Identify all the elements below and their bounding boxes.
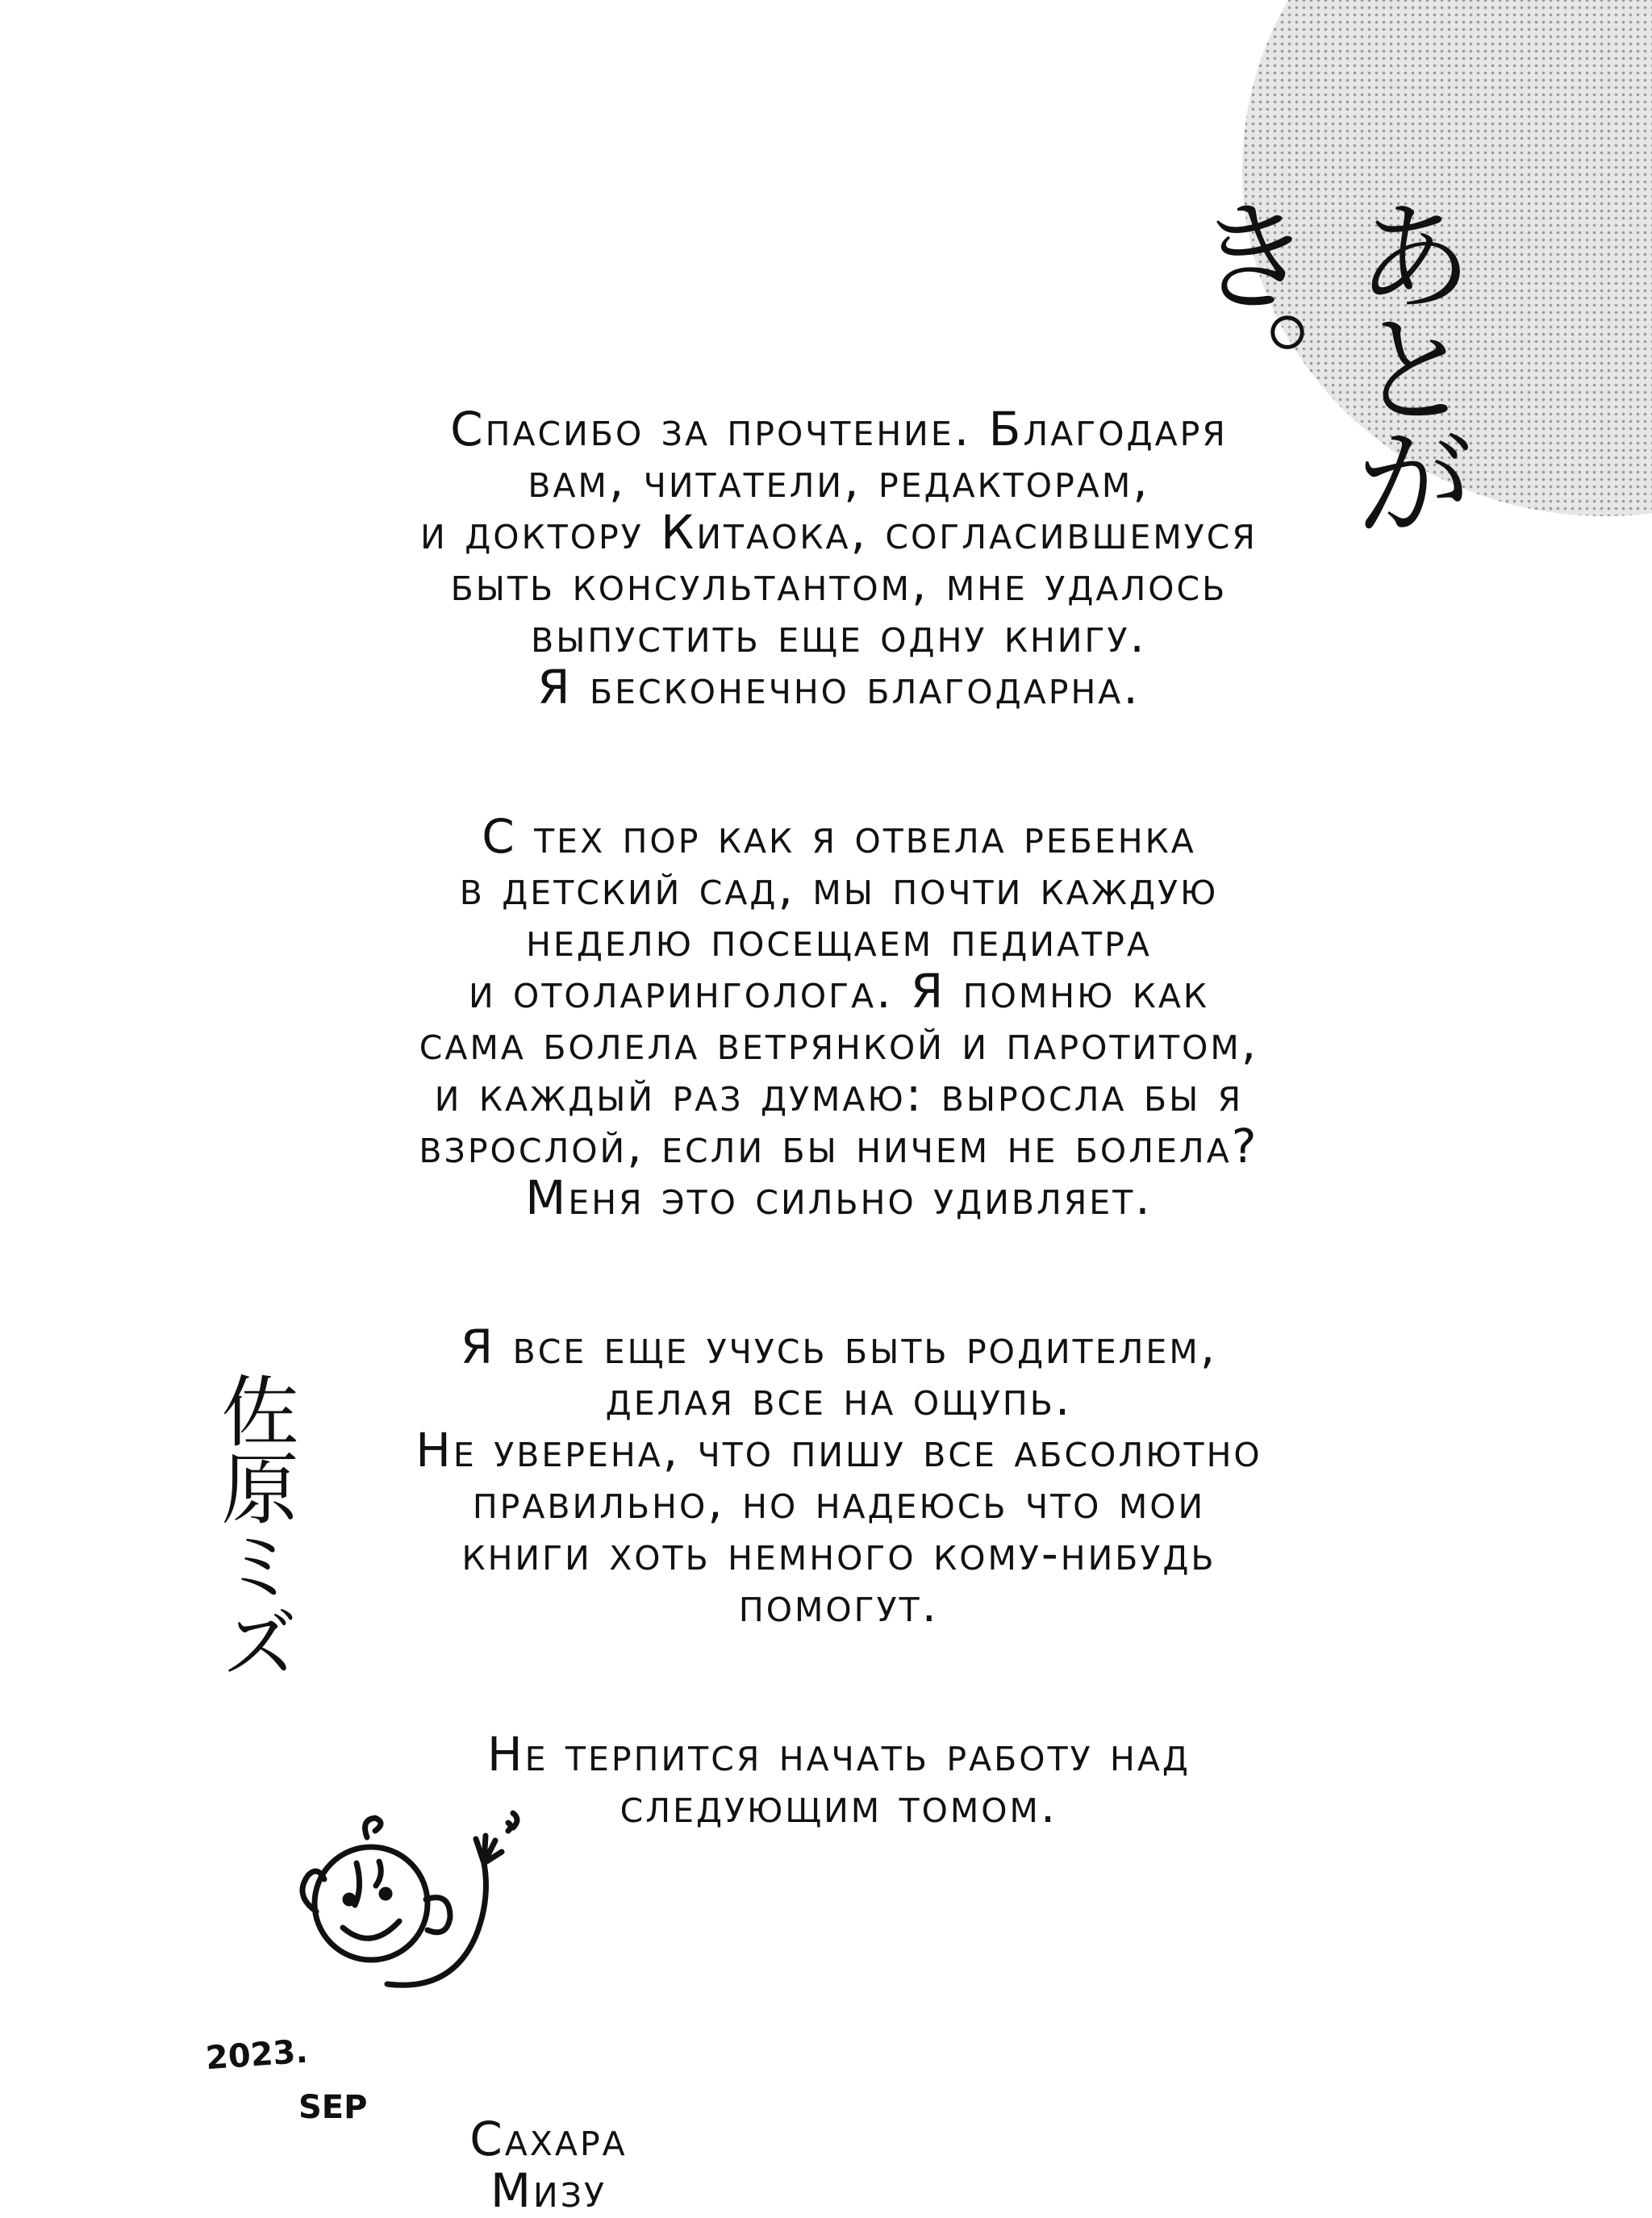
author-name	[428, 2113, 670, 2216]
text-line: делая все на ощупь.	[605, 1371, 1073, 1426]
text-line: следующим томом.	[620, 1778, 1058, 1833]
text-line: и каждый раз думаю: выросла бы я	[434, 1067, 1244, 1122]
japanese-signature: 佐原ミズ	[209, 1371, 299, 1681]
text-line: взрослой, если бы ничем не болела?	[419, 1119, 1259, 1174]
text-line: Не терпится начать работу над	[487, 1727, 1191, 1782]
text-line: быть консультантом, мне удалось	[450, 557, 1228, 611]
text-line: и отоларинголога. Я помню как	[468, 964, 1210, 1019]
author-name-line: Сахара	[469, 2112, 628, 2166]
text-line: неделю посещаем педиатра	[526, 912, 1152, 967]
paragraph-3	[290, 1321, 1387, 1631]
text-line: Я бесконечно благодарна.	[537, 660, 1141, 715]
afterword-text	[290, 403, 1387, 1929]
text-line: Спасибо за прочтение. Благодаря	[450, 402, 1228, 457]
text-line: в детский сад, мы почти каждую	[459, 861, 1219, 915]
text-line: Меня это сильно удивляет.	[525, 1170, 1153, 1225]
paragraph-1	[290, 403, 1387, 713]
text-line: выпустить еще одну книгу.	[531, 608, 1147, 663]
text-line: С тех пор как я отвела ребенка	[482, 809, 1196, 864]
text-line: книги хоть немного кому-нибудь	[461, 1526, 1216, 1581]
date-year: 2023.	[204, 2032, 309, 2078]
afterword-title: あとがき。	[1172, 194, 1474, 532]
text-line: и доктору Китаока, согласившемуся	[420, 505, 1258, 560]
text-line: Я все еще учусь быть родителем,	[460, 1320, 1218, 1374]
smiling-face-doodle-icon	[266, 1799, 589, 2041]
text-line: сама болела ветрянкой и паротитом,	[419, 1015, 1259, 1070]
text-line: вам, читатели, редакторам,	[528, 453, 1150, 508]
text-line: Не уверена, что пишу все абсолютно	[415, 1423, 1262, 1478]
paragraph-2	[290, 811, 1387, 1224]
date-month: SEP	[298, 2089, 368, 2126]
author-name-line: Мизу	[490, 2163, 607, 2218]
text-line: помогут.	[738, 1578, 940, 1632]
text-line: правильно, но надеюсь что мои	[472, 1474, 1206, 1529]
